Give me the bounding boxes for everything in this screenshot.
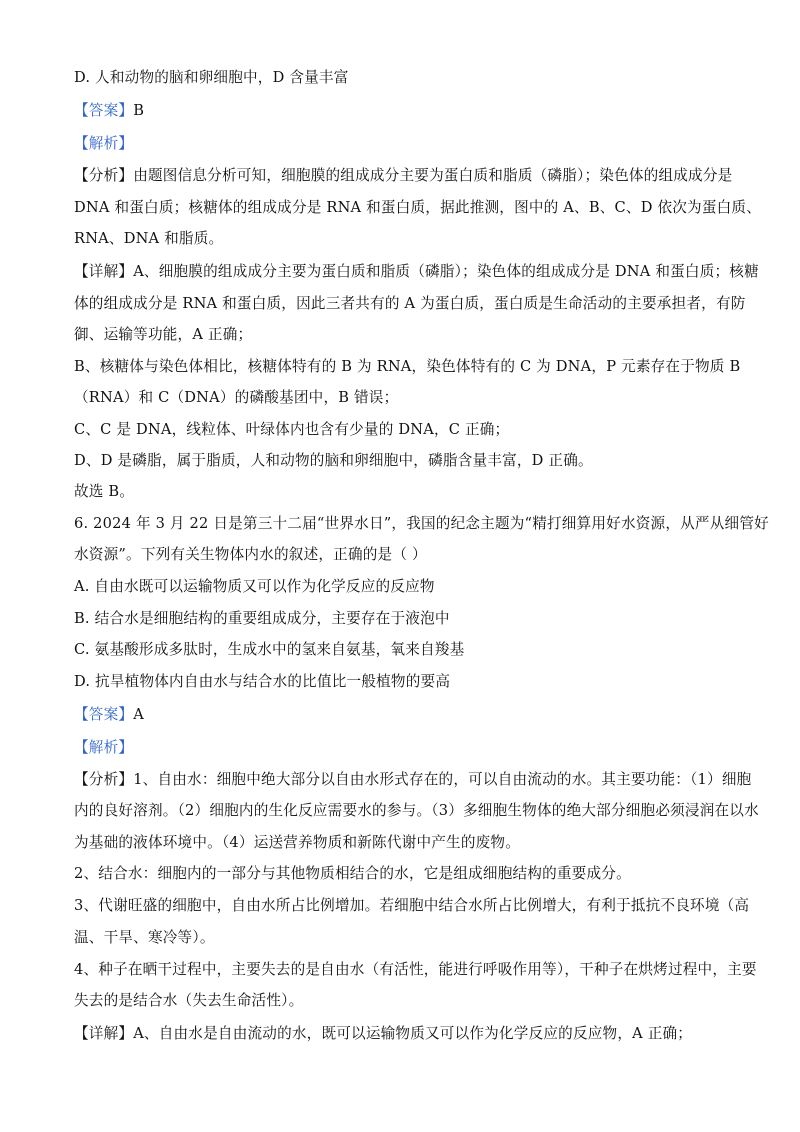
fenxi-line-1-prev [74,166,732,186]
xiangjie-line-6-prev: C、C 是 DNA，线粒体、叶绿体内也含有少量的 DNA，C 正确； [74,421,510,438]
xiangjie-line-1-q6 [74,1024,692,1044]
xiangjie-label: 【详解】 [74,1025,134,1042]
paragraph-text: A、自由水是自由流动的水，既可以运输物质又可以作为化学反应的反应物，A 正确； [133,1025,693,1042]
answer-line-q6 [74,705,144,725]
fenxi-line-3-q6: 为基础的液体环境中。（4）运送营养物质和新陈代谢中产生的废物。 [74,834,521,851]
paragraph-text: A、细胞膜的组成成分主要为蛋白质和脂质（磷脂）；染色体的组成成分是 DNA 和蛋白质；核糖 [133,263,759,280]
xiangjie-line-4-prev: B、核糖体与染色体相比，核糖体特有的 B 为 RNA，染色体特有的 C 为 DNA，P 元素存在于物质 B [74,358,741,375]
fenxi-line-3-prev: RNA、DNA 和脂质。 [74,230,224,247]
question-6-stem-line-2: 水资源”。下列有关生物体内水的叙述，正确的是（ ） [74,546,427,563]
question-6-stem-line-1: 6. 2024 年 3 月 22 日是第三十二届“世界水日”，我国的纪念主题为“精打细算用好水资源，从严从细管好 [74,515,769,532]
answer-line-prev [74,101,144,121]
xiangjie-line-8-prev: 故选 B。 [74,483,135,500]
question-6-option-c: C. 氨基酸形成多肽时，生成水中的氢来自氨基，氧来自羧基 [74,641,465,658]
fenxi-label: 【分析】 [74,771,134,788]
xiangjie-label: 【详解】 [74,263,134,280]
xiangjie-line-3-prev: 御、运输等功能，A 正确； [74,326,253,343]
xiangjie-line-2-prev: 体的组成成分是 RNA 和蛋白质，因此三者共有的 A 为蛋白质，蛋白质是生命活动的主要承担者，有防 [74,295,746,312]
analysis-label: 【解析】 [74,739,134,756]
paragraph-text: 1、自由水：细胞中绝大部分以自由水形式存在的，可以自由流动的水。其主要功能：（1）细胞 [133,771,752,788]
answer-label: 【答案】 [74,102,134,119]
option-d-prev: D. 人和动物的脑和卵细胞中，D 含量丰富 [74,69,349,86]
fenxi-line-8-q6: 失去的是结合水（失去生命活性）。 [74,992,304,1009]
fenxi-line-7-q6: 4、种子在晒干过程中，主要失去的是自由水（有活性，能进行呼吸作用等），干种子在烘烤过程中，主要 [74,961,757,978]
xiangjie-line-1-prev [74,262,759,282]
fenxi-line-2-q6: 内的良好溶剂。（2）细胞内的生化反应需要水的参与。（3）多细胞生物体的绝大部分细胞必须浸润在以水 [74,802,759,819]
fenxi-line-6-q6: 温、干旱、寒冷等）。 [74,929,215,946]
analysis-heading-prev [74,134,133,154]
question-6-option-d: D. 抗旱植物体内自由水与结合水的比值比一般植物的要高 [74,673,451,690]
analysis-label: 【解析】 [74,135,134,152]
analysis-heading-q6 [74,738,133,758]
question-6-option-b: B. 结合水是细胞结构的重要组成成分，主要存在于液泡中 [74,610,450,627]
answer-label: 【答案】 [74,706,134,723]
answer-value: B [133,102,145,119]
question-6-option-a: A. 自由水既可以运输物质又可以作为化学反应的反应物 [74,578,435,595]
answer-value: A [133,706,144,723]
fenxi-line-5-q6: 3、代谢旺盛的细胞中，自由水所占比例增加。若细胞中结合水所占比例增大，有利于抵抗不良环境（高 [74,897,750,914]
xiangjie-line-5-prev: （RNA）和 C（DNA）的磷酸基团中，B 错误； [74,389,399,406]
fenxi-label: 【分析】 [74,167,134,184]
fenxi-line-4-q6: 2、结合水：细胞内的一部分与其他物质相结合的水，它是组成细胞结构的重要成分。 [74,865,631,882]
fenxi-line-2-prev: DNA 和蛋白质；核糖体的组成成分是 RNA 和蛋白质，据此推测，图中的 A、B、C、D 依次为蛋白质、 [74,199,762,216]
fenxi-line-1-q6 [74,770,751,790]
paragraph-text: 由题图信息分析可知，细胞膜的组成成分主要为蛋白质和脂质（磷脂）；染色体的组成成分是 [133,167,733,184]
xiangjie-line-7-prev: D、D 是磷脂，属于脂质，人和动物的脑和卵细胞中，磷脂含量丰富，D 正确。 [74,452,593,469]
